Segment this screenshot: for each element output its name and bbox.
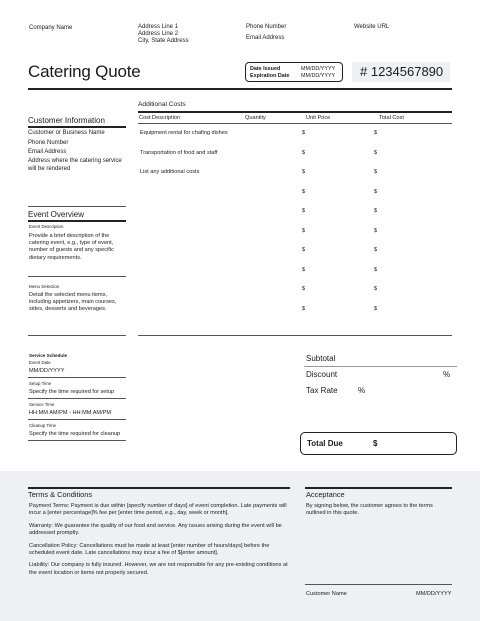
company-address	[138, 24, 189, 45]
acceptance-text: By signing below, the customer agrees to the terms outlined in this quote.	[306, 503, 433, 517]
tax-rate-label: Tax Rate	[306, 386, 338, 395]
cost-row-total: $	[374, 227, 378, 234]
date-issued-value: MM/DD/YYYY	[301, 66, 336, 72]
acceptance-date: MM/DD/YYYY	[416, 591, 452, 597]
cost-row-total: $	[374, 130, 378, 136]
quote-dates-box	[245, 62, 343, 82]
warranty-terms: Warranty: We guarantee the quality of our food and service. Any issues arising during the event will be addressed promptly.	[29, 522, 282, 537]
setup-time-value[interactable]: Specify the time required for setup	[29, 389, 115, 395]
company-website: Website URL	[354, 24, 390, 30]
payment-terms: Payment Terms: Payment is due within [specify number of days] of event completion. Late payments will incur a [enter percentage]% fee per [enter time period, e.g., day, week or month].	[29, 503, 287, 517]
cost-row-total: $	[374, 266, 378, 273]
cost-row-unit-price: $	[302, 227, 306, 234]
service-time-label: Service Time	[29, 402, 55, 407]
discount-label: Discount	[306, 370, 338, 379]
subtotal-rule	[304, 366, 457, 367]
tax-rate-percent: %	[358, 386, 366, 395]
address-line-3: City, State Address	[138, 38, 189, 44]
cost-row-description: Equipment rental for chafing dishes	[140, 130, 228, 136]
event-overview-rule	[28, 220, 126, 222]
costs-bottom-rule	[138, 335, 452, 336]
service-schedule-title: Service Schedule	[29, 353, 68, 358]
subtotal-label: Subtotal	[306, 354, 336, 363]
cancellation-policy: Cancellation Policy: Cancellations must be made at least [enter number of hours/days] before the scheduled event date. Late cancellations may incur a fee of $[enter amount].	[29, 542, 270, 557]
setup-time-rule	[28, 398, 126, 399]
cost-row-unit-price: $	[302, 208, 306, 214]
event-date-value[interactable]: MM/DD/YYYY	[29, 368, 65, 374]
col-cost-description: Cost Description	[139, 115, 181, 121]
menu-selection-rule	[28, 335, 126, 336]
cost-row-unit-price: $	[302, 169, 306, 175]
cost-row-total: $	[374, 208, 378, 214]
terms-rule	[28, 487, 290, 489]
cost-row-description: Transportation of food and staff	[140, 149, 218, 156]
cost-row-unit-price: $	[302, 149, 306, 156]
footer-panel	[0, 471, 480, 621]
cost-row-unit-price: $	[302, 286, 306, 292]
page-title: Catering Quote	[28, 62, 141, 81]
cost-row-unit-price: $	[302, 247, 306, 253]
total-due-label: Total Due	[307, 439, 343, 448]
event-date-rule	[28, 377, 126, 378]
cost-row-total: $	[374, 286, 378, 292]
company-contact	[246, 24, 286, 42]
company-phone: Phone Number	[246, 24, 287, 30]
address-line-1: Address Line 1	[138, 24, 179, 30]
cost-row-unit-price: $	[302, 305, 306, 312]
expiration-date-value: MM/DD/YYYY	[301, 73, 336, 79]
customer-email: Email Address	[28, 149, 67, 155]
service-time-rule	[28, 419, 126, 420]
cost-row-unit-price: $	[302, 266, 306, 273]
costs-header-rule	[138, 123, 452, 124]
menu-selection-text: Detail the selected menu items, including appetizers, main courses, sides, desserts and beverages.	[29, 292, 117, 313]
cost-row-total: $	[374, 247, 378, 253]
col-unit-price: Unit Price	[306, 115, 331, 121]
customer-info-rule	[28, 126, 126, 128]
discount-percent: %	[443, 370, 451, 379]
terms-title: Terms & Conditions	[28, 490, 93, 499]
col-quantity: Quantity	[245, 115, 266, 121]
customer-name: Customer or Business Name	[28, 130, 105, 136]
customer-name-label: Customer Name	[306, 591, 347, 597]
service-time-value[interactable]: HH:MM AM/PM - HH:MM AM/PM	[29, 410, 112, 416]
total-due-box	[300, 432, 457, 455]
company-name: Company Name	[29, 25, 73, 31]
terms-body	[29, 503, 291, 582]
company-email: Email Address	[246, 35, 285, 41]
acceptance-rule	[305, 487, 452, 489]
cleanup-time-rule	[28, 440, 126, 441]
liability-terms: Liability: Our company is fully insured. However, we are not responsible for any pre-existing conditions at the event location or items not properly secured.	[29, 562, 288, 576]
menu-selection-label: Menu Selection	[29, 284, 60, 289]
cost-row-total: $	[374, 169, 378, 175]
cost-row-unit-price: $	[302, 188, 306, 195]
col-total-cost: Total Cost	[379, 115, 404, 121]
cost-row-total: $	[374, 305, 378, 312]
address-line-2: Address Line 2	[138, 31, 179, 37]
cost-row-description: List any additional costs	[140, 169, 200, 175]
customer-info-title: Customer Information	[28, 116, 105, 125]
costs-top-rule	[138, 111, 452, 113]
cleanup-time-value[interactable]: Specify the time required for cleanup	[29, 431, 121, 437]
cost-row-unit-price: $	[302, 130, 306, 136]
additional-costs-title: Additional Costs	[138, 101, 186, 108]
cost-row-total: $	[374, 188, 378, 195]
event-description-rule	[28, 276, 126, 277]
quote-number: # 1234567890	[352, 62, 450, 82]
signature-line[interactable]	[305, 584, 452, 585]
event-date-label: Event Date	[29, 360, 51, 365]
customer-info-end-rule	[28, 206, 126, 207]
acceptance-title: Acceptance	[306, 490, 345, 499]
customer-phone: Phone Number	[28, 140, 69, 146]
header-divider	[28, 88, 452, 90]
date-issued-label: Date Issued	[250, 66, 281, 72]
event-description-label: Event Description	[29, 224, 64, 229]
expiration-date-label: Expiration Date	[250, 73, 290, 79]
event-overview-title: Event Overview	[28, 210, 85, 219]
customer-address: Address where the catering service will be rendered	[28, 158, 122, 172]
total-due-currency: $	[373, 439, 378, 448]
cleanup-time-label: Cleanup Time	[29, 423, 57, 428]
cost-row-total: $	[374, 149, 378, 156]
setup-time-label: Setup Time	[29, 381, 52, 386]
event-description-text: Provide a brief description of the catering event, e.g., type of event, number of guests and any specific dietary requirements.	[29, 233, 114, 261]
